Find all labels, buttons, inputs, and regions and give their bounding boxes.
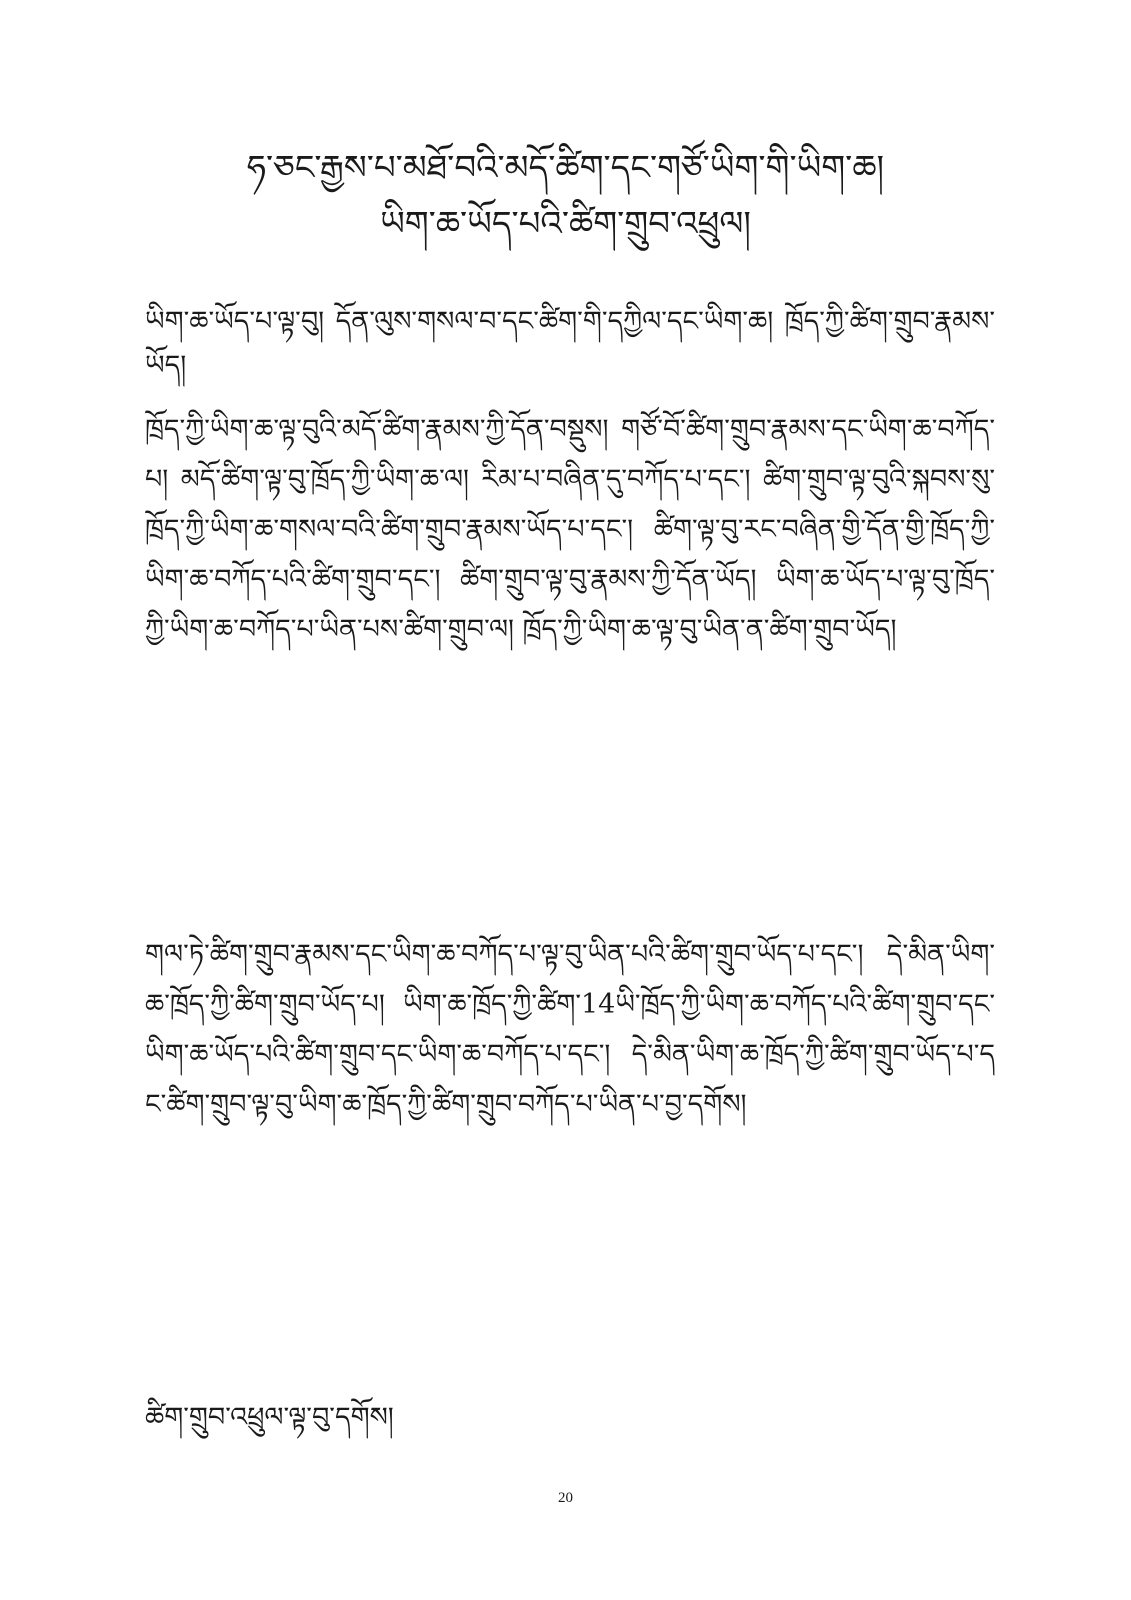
paragraph-body-2: གལ་ཏེ་ཚིག་གྲུབ་རྣམས་དང་ཡིག་ཆ་བཀོད་པ་ལྟ་བུ་ཡིན་པའི་ཚིག་གྲུབ་ཡོད་པ་དང་། དེ་མིན་ཡིག་ཆ་ཁྲོད་ཀྱི་ཚིག་གྲུབ་ཡོད་པ། ཡིག་ཆ་ཁྲོད་ཀྱི་ཚིག་14ཡི་ཁྲོད་ཀྱི་ཡིག་ཆ་བཀོད་པའི་ཚིག་གྲུབ་དང་ཡིག་ཆ་ཡོད་པའི་ཚིག་གྲུབ་དང་ཡིག་ཆ་བཀོད་པ་དང་། དེ་མིན་ཡིག་ཆ་ཁྲོད་ཀྱི་ཚིག་གྲུབ་ཡོད་པ་དང་ཚིག་གྲུབ་ལྟ་བུ་ཡིག་ཆ་ཁྲོད་ཀྱི་ཚིག་གྲུབ་བཀོད་པ་ཡིན་པ་བྱ་དགོས། — [145, 939, 995, 1120]
paragraph-intro: ཡིག་ཆ་ཡོད་པ་ལྟ་བུ། དོན་ལུས་གསལ་བ་དང་ཚིག་གི་དཀྱིལ་དང་ཡིག་ཆ། ཁྲོད་ཀྱི་ཚིག་གྲུབ་རྣམས་ཡོད། — [145, 306, 995, 381]
title-line-2: ཡིག་ཆ་ཡོད་པའི་ཚིག་གྲུབ་འཕྲུལ། — [380, 204, 751, 244]
title-line-1: ཧ་ཅང་རྒྱས་པ་མཐོ་བའི་མདོ་ཚིག་དང་གཙོ་ཡིག་གི་ཡིག་ཆ། — [246, 148, 885, 188]
page-number: 20 — [558, 1490, 573, 1506]
paragraph-closing: ཚིག་གྲུབ་འཕྲུལ་ལྟ་བུ་དགོས། — [145, 1402, 394, 1433]
page-title — [120, 140, 1011, 252]
paragraph-body-1: ཁྲོད་ཀྱི་ཡིག་ཆ་ལྟ་བུའི་མདོ་ཚིག་རྣམས་ཀྱི་དོན་བསྡུས། གཙོ་བོ་ཚིག་གྲུབ་རྣམས་དང་ཡིག་ཆ་བཀོད་པ། མདོ་ཚིག་ལྟ་བུ་ཁྲོད་ཀྱི་ཡིག་ཆ་ལ། རིམ་པ་བཞིན་དུ་བཀོད་པ་དང་། ཚིག་གྲུབ་ལྟ་བུའི་སྐབས་སུ་ཁྲོད་ཀྱི་ཡིག་ཆ་གསལ་བའི་ཚིག་གྲུབ་རྣམས་ཡོད་པ་དང་། ཚིག་ལྟ་བུ་རང་བཞིན་གྱི་དོན་གྱི་ཁྲོད་ཀྱི་ཡིག་ཆ་བཀོད་པའི་ཚིག་གྲུབ་དང་། ཚིག་གྲུབ་ལྟ་བུ་རྣམས་ཀྱི་དོན་ཡོད། ཡིག་ཆ་ཡོད་པ་ལྟ་བུ་ཁྲོད་ཀྱི་ཡིག་ཆ་བཀོད་པ་ཡིན་པས་ཚིག་གྲུབ་ལ། ཁྲོད་ཀྱི་ཡིག་ཆ་ལྟ་བུ་ཡིན་ན་ཚིག་གྲུབ་ཡོད། — [145, 414, 995, 645]
